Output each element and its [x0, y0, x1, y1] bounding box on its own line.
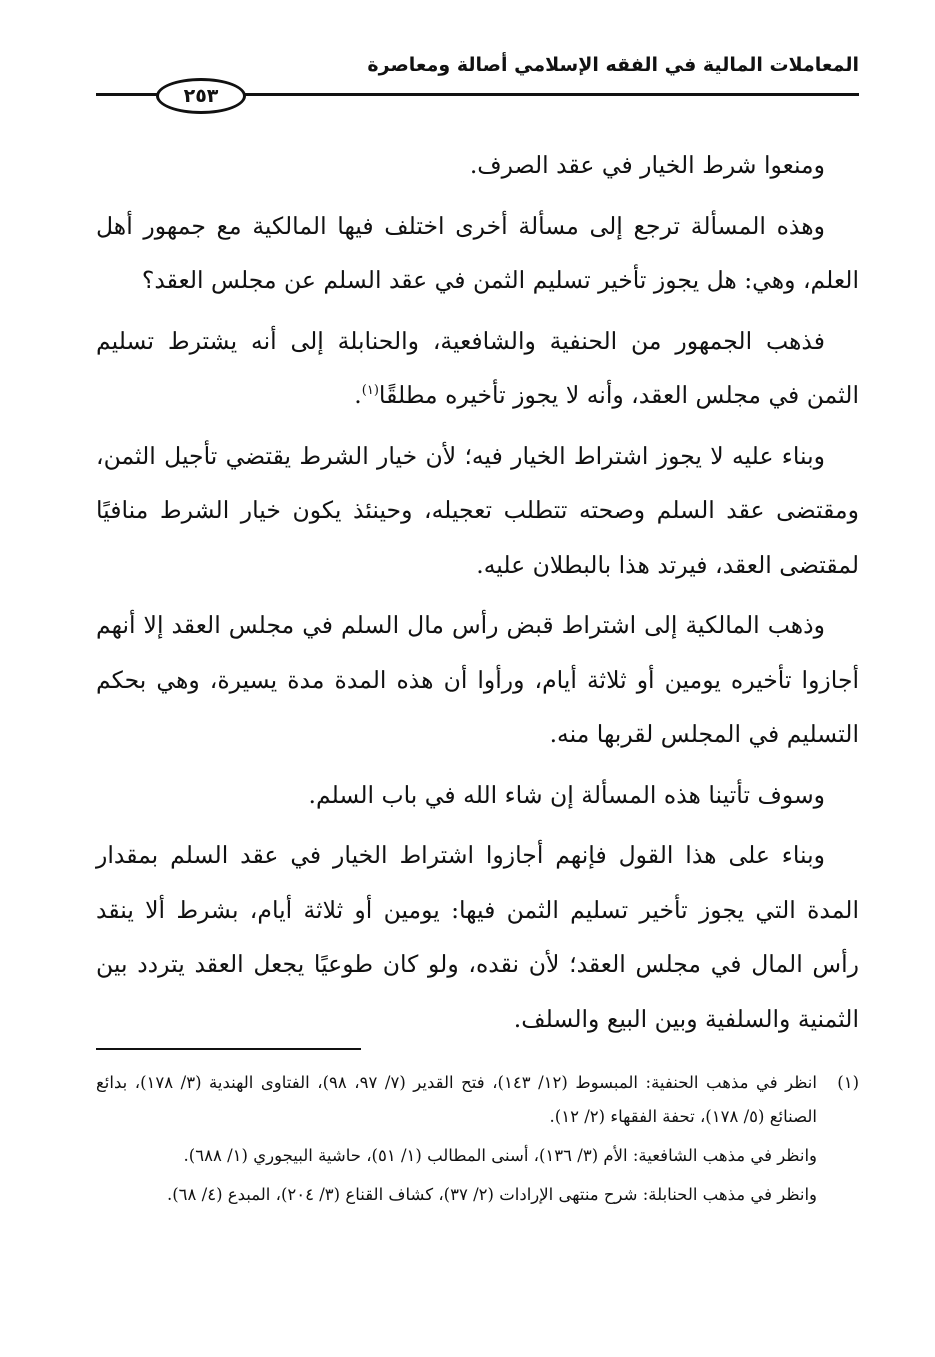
paragraph-2: وهذه المسألة ترجع إلى مسألة أخرى اختلف فيها المالكية مع جمهور أهل العلم، وهي: هل يجوز تأخير تسليم الثمن في عقد السلم عن مجلس العقد؟ [96, 211, 859, 294]
footnote-line-2-block [96, 1139, 859, 1173]
footnotes [96, 1066, 859, 1217]
footnote-ref[interactable]: (١) [361, 383, 379, 399]
footnote-line-3: وانظر في مذهب الحنابلة: شرح منتهى الإرادات (٢/ ٣٧)، كشاف القناع (٣/ ٢٠٤)، المبدع (٤/ ٦٨). [166, 1185, 817, 1204]
paragraph-3-text: فذهب الجمهور من الحنفية والشافعية، والحنابلة إلى أنه يشترط تسليم الثمن في مجلس العقد، وأنه لا يجوز تأخيره مطلقًا [96, 326, 859, 409]
paragraph-7: وبناء على هذا القول فإنهم أجازوا اشتراط الخيار في عقد السلم بمقدار المدة التي يجوز تأخير تسليم الثمن فيها: يومين أو ثلاثة أيام، بشرط ألا ينقد رأس المال في مجلس العقد؛ لأن نقده، ولو كان طوعيًا يجعل العقد يتردد بين الثمنية والسلفية وبين البيع والسلف. [96, 841, 859, 1033]
paragraph-1: ومنعوا شرط الخيار في عقد الصرف. [469, 151, 825, 179]
page-number: ٢٥٣ [156, 78, 246, 114]
paragraph-6: وسوف تأتينا هذه المسألة إن شاء الله في باب السلم. [308, 780, 825, 809]
body-text [96, 138, 859, 1052]
paragraph-3 [96, 314, 859, 423]
paragraph-5: وذهب المالكية إلى اشتراط قبض رأس مال السلم في مجلس العقد إلا أنهم أجازوا تأخيره يومين أو ثلاثة أيام، ورأوا أن هذه المدة مدة يسيرة، وهي بحكم التسليم في المجلس لقربها منه. [96, 611, 859, 748]
footnote-1 [96, 1066, 859, 1134]
footnote-line-2: وانظر في مذهب الشافعية: الأم (٣/ ١٣٦)، أسنى المطالب (١/ ٥١)، حاشية البيجوري (١/ ٦٨٨). [183, 1146, 817, 1165]
running-title: المعاملات المالية في الفقه الإسلامي أصالة ومعاصرة [367, 54, 859, 76]
book-page [96, 0, 859, 1357]
footnote-line-3-block [96, 1178, 859, 1212]
paragraph-4: وبناء عليه لا يجوز اشتراط الخيار فيه؛ لأن خيار الشرط يقتضي تأجيل الثمن، ومقتضى عقد السلم وصحته تتطلب تعجيله، وحينئذ يكون خيار الشرط منافيًا لمقتضى العقد، فيرتد هذا بالبطلان عليه. [96, 441, 859, 579]
footnote-separator [96, 1048, 361, 1050]
footnote-number: (١) [837, 1073, 859, 1092]
paragraph-3-tail: . [354, 381, 362, 409]
footnote-line-1: انظر في مذهب الحنفية: المبسوط (١٢/ ١٤٣)، فتح القدير (٧/ ٩٧، ٩٨)، الفتاوى الهندية (٣/ ١٧٨)، بدائع الصنائع (٥/ ١٧٨)، تحفة الفقهاء (٢/ ١٢). [96, 1073, 817, 1126]
